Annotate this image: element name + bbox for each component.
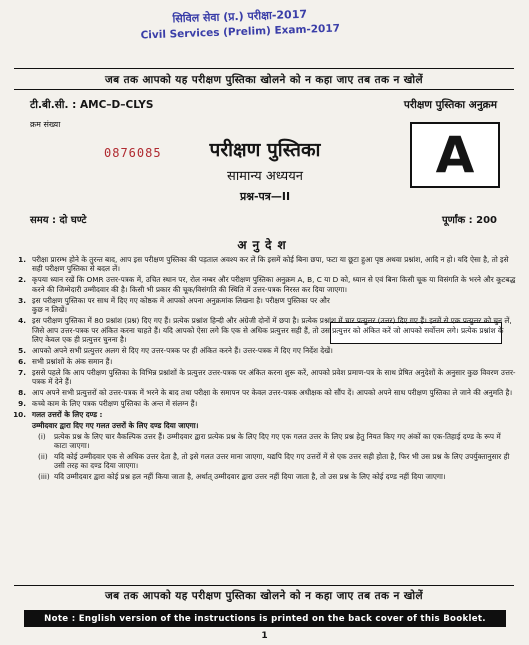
instruction-item: 9. कच्चे काम के लिए पत्रक परीक्षण पुस्तिका के अन्त में संलग्न हैं। xyxy=(18,399,198,409)
bottom-banner: जब तक आपको यह परीक्षण पुस्तिका खोलने को न कहा जाए तब तक न खोलें xyxy=(104,590,424,602)
roll-label: क्रम संख्या xyxy=(30,120,61,129)
booklet-code: टी.बी.सी. : AMC–D–CLYS xyxy=(30,99,154,111)
instruction-item: 3. इस परीक्षण पुस्तिका पर साथ में दिए गए कोष्ठक में आपको अपना अनुक्रमांक लिखना है। परीक्षण पुस्तिका पर और कुछ न लिखें। xyxy=(18,295,330,315)
bottom-rule xyxy=(14,585,514,586)
penalty-lead: उम्मीदवार द्वारा दिए गए गलत उत्तरों के लिए दण्ड दिया जाएगा। xyxy=(32,421,199,431)
instruction-item: 2. कृपया ध्यान रखें कि OMR उत्तर-पत्रक में, उचित स्थान पर, रोल नम्बर और परीक्षण पुस्तिका अनुक्रम A, B, C या D को, ध्यान से एवं बिना किसी चूक या विसंगति के भरने और कूटबद्ध करने की जिम्मेदारी उम्मीदवार की है। किसी भी प्रकार की चूक/विसंगति की स्थिति में उत्तर-पत्रक निरस्त कर दिया जाएगा। xyxy=(18,275,516,294)
stamp-line-english: Civil Services (Prelim) Exam-2017 xyxy=(140,22,341,42)
instructions-heading: अनुदेश xyxy=(237,238,292,252)
maximum-marks: पूर्णांक : 200 xyxy=(441,215,497,226)
exam-stamp xyxy=(140,6,341,42)
instruction-item: 4. इस परीक्षण पुस्तिका में 80 प्रश्नांश (प्रश्न) दिए गए हैं। प्रत्येक प्रश्नांश हिन्दी और अंग्रेजी दोनों में छपा है। प्रत्येक प्रश्नांश में चार प्रत्युत्तर (उत्तर) दिए गए हैं। इनमें से एक प्रत्युत्तर को चुन लें, जिसे आप उत्तर-पत्रक पर अंकित करना चाहते हैं। यदि आपको ऐसा लगे कि एक से अधिक प्रत्युत्तर सही हैं, तो उस प्रत्युत्तर को अंकित करें जो आपको सर्वोत्तम लगे। प्रत्येक प्रश्नांश के लिए केवल एक ही प्रत्युत्तर चुनना है। xyxy=(18,316,512,345)
paper-name: प्रश्न-पत्र—II xyxy=(239,190,291,203)
booklet-title: परीक्षण पुस्तिका xyxy=(209,139,321,161)
series-letter: A xyxy=(435,126,475,184)
instruction-item: 5. आपको अपने सभी प्रत्युत्तर अलग से दिए गए उत्तर-पत्रक पर ही अंकित करने हैं। उत्तर-पत्रक में दिए गए निर्देश देखें। xyxy=(18,346,333,356)
instruction-item: 8. आप अपने सभी प्रत्युत्तरों को उत्तर-पत्रक में भरने के बाद तथा परीक्षा के समापन पर केवल उत्तर-पत्रक अधीक्षक को सौंप दें। आपको अपने साथ परीक्षण पुस्तिका ले जाने की अनुमति है। xyxy=(18,388,513,398)
series-label: परीक्षण पुस्तिका अनुक्रम xyxy=(403,99,497,111)
penalty-item: (i) प्रत्येक प्रश्न के लिए चार वैकल्पिक उत्तर हैं। उम्मीदवार द्वारा प्रत्येक प्रश्न के लिए दिए गए एक गलत उत्तर के लिए प्रश्न हेतु नियत किए गए अंकों का एक-तिहाई दण्ड के रूप में काटा जाएगा। xyxy=(38,431,501,451)
title-block xyxy=(190,136,340,204)
instruction-item: 10. गलत उत्तरों के लिए दण्ड : xyxy=(13,410,103,420)
instruction-item: 6. सभी प्रश्नांशों के अंक समान हैं। xyxy=(18,357,113,367)
top-banner: जब तक आपको यह परीक्षण पुस्तिका खोलने को न कहा जाए तब तक न खोलें xyxy=(104,74,424,86)
subject-name: सामान्य अध्ययन xyxy=(227,169,303,184)
penalty-item: (iii) यदि उम्मीदवार द्वारा कोई प्रश्न हल नहीं किया जाता है, अर्थात् उम्मीदवार द्वारा उत्तर नहीं दिया जाता है, तो उस प्रश्न के लिए कोई दण्ड नहीं दिया जाएगा। xyxy=(38,472,446,482)
stamp-line-hindi: सिविल सेवा (प्र.) परीक्षा-2017 xyxy=(172,7,308,26)
time-allowed: समय : दो घण्टे xyxy=(30,215,87,226)
top-rule-lower xyxy=(14,89,514,90)
english-version-note: Note : English version of the instructions is printed on the back cover of this Booklet. xyxy=(24,610,506,627)
penalty-section xyxy=(32,421,516,481)
top-rule xyxy=(14,68,514,69)
penalty-item: (ii) यदि कोई उम्मीदवार एक से अधिक उत्तर देता है, तो इसे गलत उत्तर माना जाएगा, यद्यपि दिए गए उत्तरों में से एक उत्तर सही होता है, फिर भी उस प्रश्न के लिए उपर्युक्तानुसार ही उसी तरह का दण्ड दिया जाएगा। xyxy=(38,452,510,471)
series-letter-box xyxy=(410,122,500,188)
instruction-item: 1. परीक्षा प्रारम्भ होने के तुरन्त बाद, आप इस परीक्षण पुस्तिका की पड़ताल अवश्य कर लें कि इसमें कोई बिना छपा, फटा या छूटा हुआ पृष्ठ अथवा प्रश्नांश, आदि न हो। यदि ऐसा है, तो इसे सही परीक्षण पुस्तिका से बदल लें। xyxy=(18,255,509,274)
instructions-list xyxy=(12,255,516,483)
page-number: 1 xyxy=(261,631,268,641)
instruction-item: 7. इससे पहले कि आप परीक्षण पुस्तिका के विभिन्न प्रश्नांशों के प्रत्युत्तर उत्तर-पत्रक पर अंकित करना शुरू करें, आपको प्रवेश प्रमाण-पत्र के साथ प्रेषित अनुदेशों के अनुसार कुछ विवरण उत्तर-पत्रक में देने हैं। xyxy=(18,368,516,387)
serial-number: 0876085 xyxy=(104,146,162,160)
